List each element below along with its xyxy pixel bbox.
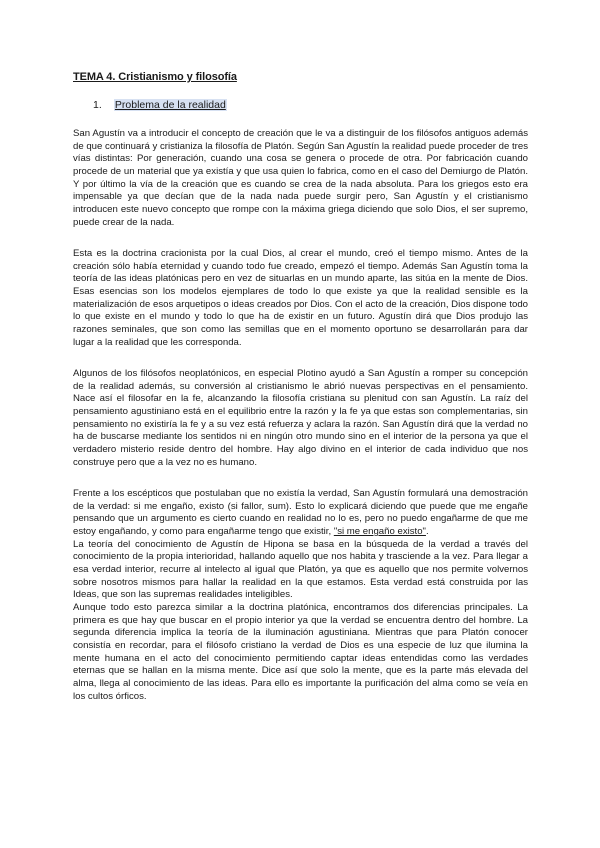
paragraph-creationist-doctrine: Esta es la doctrina cracionista por la cual Dios, al crear el mundo, creó el tiempo mismo. Antes de la creación sólo había eternidad y cuando todo fue creado, empezó el tiempo. Además San Agustín toma la teoría de las ideas platónicas pero en vez de situarlas en un mundo aparte, las sitúa en la mente de Dios. Esas esencias son los modelos ejemplares de todo lo que existe ya que la realidad sensible es la materialización de esos arquetipos o ideas creados por Dios. Con el acto de la creación, Dios dispone todo lo que existe en el mundo y todo lo que ha de existir en un futuro. Agustín dirá que Dios produjo las razones seminales, que son como las semillas que en el momento oportuno se desarrollarán para dar lugar a la realidad que les corresponda.	[73, 248, 528, 348]
paragraph-neoplatonism: Algunos de los filósofos neoplatónicos, en especial Plotino ayudó a San Agustín a romper su concepción de la realidad además, su conversión al cristianismo le abrió nuevas perspectivas en el pensamiento. Nace así el filosofar en la fe, alcanzando la filosofía cristiana su plenitud con san Agustín. La raíz del pensamiento agustiniano está en el equilibrio entre la razón y la fe ya que estas son complementarias, sin pensamiento no existiría la fe y a su vez está refuerza y aclara la razón. San Agustín dirá que la verdad no ha de buscarse mediante los sentidos ni en ningún otro mundo sino en el interior de la persona ya que el verdadero misterio reside dentro del hombre. Hay algo divino en el interior de cada individuo que nos construye pero que a la vez no es humano.	[73, 368, 528, 468]
skeptics-end: .	[425, 525, 429, 537]
paragraph-differences: Aunque todo esto parezca similar a la doctrina platónica, encontramos dos diferencias principales. La primera es que hay que buscar en el propio interior ya que la verdad se encuentra dentro del hombre. La segunda diferencia implica la teoría de la iluminación agustiniana. Mientras que para Platón conocer consistía en recordar, para el filósofo cristiano la verdad de Dios es una especie de luz que ilumina la mente humana en el acto del conocimiento permitiendo captar ideas entendidas como las verdades eternas que se hallan en la misma mente. Dice así que solo la mente, que es la parte más elevada del alma, llega al conocimiento de las ideas. Para ello es importante la purificación del alma como se veía en los cultos órficos.	[73, 601, 528, 702]
paragraph-creation: San Agustín va a introducir el concepto de creación que le va a distinguir de los filósofos antiguos además de que continuará y cristianiza la filosofía de Platón. Según San Agustín la realidad puede proceder de tres vías distintas: Por generación, cuando una cosa se genera o procede de otra. Por fabricación cuando procede de un material que ya existía y que usa quien lo fabrica, como en el caso del Demiurgo de Platón. Y por último la vía de la creación que es cuando se crea de la nada absoluta. Para los griegos esto era impensable ya que decían que de la nada nada puede surgir pero, San Agustín y el cristianismo introducen este nuevo concepto que rompe con la máxima griega diciendo que solo Dios, el ser supremo, puede crear de la nada.	[73, 128, 528, 228]
document-title: TEMA 4. Cristianismo y filosofía	[73, 71, 237, 83]
paragraph-knowledge-theory: La teoría del conocimiento de Agustín de Hipona se basa en la búsqueda de la verdad a través del conocimiento de la propia interioridad, hallando aquello que nos habita y trasciende a la vez. Para llegar a esa verdad interior, recurre al intelecto al igual que Platón, ya que es aquello que nos permite volvernos sobre nosotros mismos para hallar la realidad en la que estamos. Esta verdad está construida por las Ideas, que son las supremas realidades inteligibles.	[73, 538, 528, 601]
quote-si-me-engano: "si me engaño existo"	[333, 525, 426, 537]
paragraph-block-truth	[73, 488, 528, 703]
paragraph-skeptics	[73, 488, 528, 539]
section-heading	[93, 99, 227, 111]
section-label: Problema de la realidad	[114, 99, 226, 111]
skeptics-text: Frente a los escépticos que postulaban que no existía la verdad, San Agustín formulará una demostración de la verdad: si me engaño, existo (si fallor, sum). Esto lo explicará diciendo que puede que me engañe pensando que un argumento es cierto cuando en realidad no lo es, pero no puedo engañarme de que me estoy engañando, y como para engañarme tengo que existir,	[73, 488, 528, 537]
section-number: 1.	[93, 99, 102, 111]
